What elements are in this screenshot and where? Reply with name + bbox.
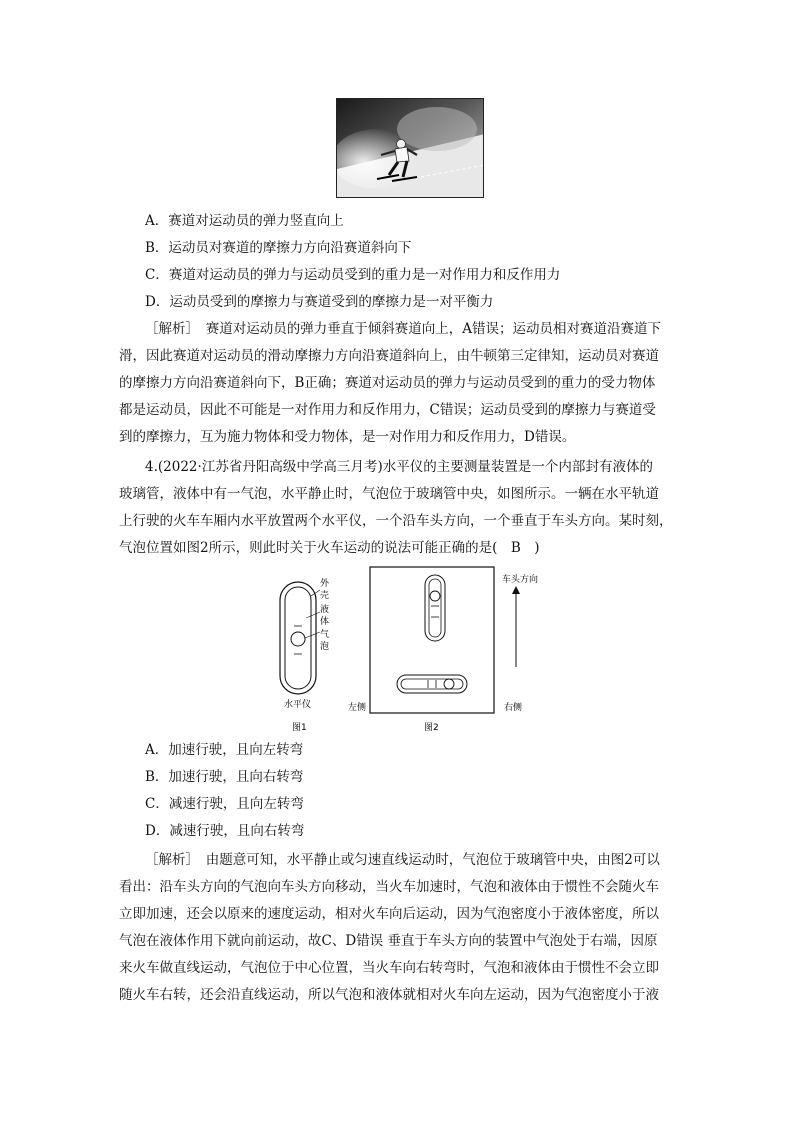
analysis-q4-line: 气泡在液体作用下就向前运动，故C、D错误 垂直于车头方向的装置中气泡处于右端，因原 xyxy=(119,933,658,949)
analysis-q4-line: ［解析］ 由题意可知，水平静止或匀速直线运动时，气泡位于玻璃管中央，由图2可以 xyxy=(145,852,660,868)
skier-image xyxy=(337,99,484,198)
question-4-line: 4.(2022·江苏省丹阳高级中学高三月考)水平仪的主要测量装置是一个内部封有液体的 xyxy=(145,459,653,475)
fig1-caption: 图1 xyxy=(292,723,307,733)
option-a-q3: A．赛道对运动员的弹力竖直向上 xyxy=(145,213,344,229)
option-b-q3: B．运动员对赛道的摩擦力方向沿赛道斜向下 xyxy=(145,240,412,256)
fig1-label-bubble-2: 泡 xyxy=(320,642,330,652)
level-diagram xyxy=(270,562,550,737)
option-c-q4: C．减速行驶，且向左转弯 xyxy=(145,796,304,812)
analysis-q3-line: ［解析］ 赛道对运动员的弹力垂直于倾斜赛道向上，A错误；运动员相对赛道沿赛道下 xyxy=(145,321,661,337)
option-d-q3: D．运动员受到的摩擦力与赛道受到的摩擦力是一对平衡力 xyxy=(145,294,494,310)
question-4-line: 玻璃管，液体中有一气泡，水平静止时，气泡位于玻璃管中央，如图所示。一辆在水平轨道 xyxy=(119,486,659,502)
right-side-label: 右侧 xyxy=(504,703,523,713)
analysis-q3-line: 到的摩擦力，互为施力物体和受力物体，是一对作用力和反作用力，D错误。 xyxy=(119,429,576,445)
analysis-q3-line: 都是运动员，因此不可能是一对作用力和反作用力，C错误；运动员受到的摩擦力与赛道受 xyxy=(119,402,656,418)
option-a-q4: A．加速行驶，且向左转弯 xyxy=(145,742,304,758)
analysis-q4-line: 看出：沿车头方向的气泡向车头方向移动，当火车加速时，气泡和液体由于惯性不会随火车 xyxy=(119,879,659,895)
option-c-q3: C．赛道对运动员的弹力与运动员受到的重力是一对作用力和反作用力 xyxy=(145,267,561,283)
fig2-caption: 图2 xyxy=(424,723,439,733)
fig1-label-shell-2: 壳 xyxy=(320,591,330,601)
skier-photo xyxy=(336,98,484,198)
analysis-q3-line: 滑，因此赛道对运动员的滑动摩擦力方向沿赛道斜向上，由牛顿第三定律知，运动员对赛道 xyxy=(119,348,659,364)
analysis-q4-line: 立即加速，还会以原来的速度运动，相对火车向后运动，因为气泡密度小于液体密度，所以 xyxy=(119,906,659,922)
direction-label: 车头方向 xyxy=(502,575,539,585)
fig1-device-label: 水平仪 xyxy=(284,700,312,710)
fig1-label-liquid-2: 体 xyxy=(320,617,330,627)
level-figure xyxy=(270,562,550,737)
fig1-label-bubble-1: 气 xyxy=(320,630,330,640)
left-side-label: 左侧 xyxy=(348,703,367,713)
question-4-line: 气泡位置如图2所示，则此时关于火车运动的说法可能正确的是( B ) xyxy=(119,540,540,556)
question-4-line: 上行驶的火车车厢内水平放置两个水平仪，一个沿车头方向，一个垂直于车头方向。某时刻， xyxy=(119,513,673,529)
analysis-q3-line: 的摩擦力方向沿赛道斜向下，B正确；赛道对运动员的弹力与运动员受到的重力的受力物体 xyxy=(119,375,656,391)
direction-arrow xyxy=(512,586,520,667)
fig1-label-shell-1: 外 xyxy=(320,579,330,589)
option-b-q4: B．加速行驶，且向右转弯 xyxy=(145,769,304,785)
fig1-label-liquid-1: 液 xyxy=(320,605,330,615)
option-d-q4: D．减速行驶，且向右转弯 xyxy=(145,823,305,839)
analysis-q4-line: 来火车做直线运动，气泡位于中心位置，当火车向右转弯时，气泡和液体由于惯性不会立即 xyxy=(119,960,659,976)
analysis-q4-line: 随火车右转，还会沿直线运动，所以气泡和液体就相对火车向左运动，因为气泡密度小于液 xyxy=(119,987,659,1003)
figure-2-car xyxy=(370,567,494,713)
figure-1-level xyxy=(280,582,320,694)
